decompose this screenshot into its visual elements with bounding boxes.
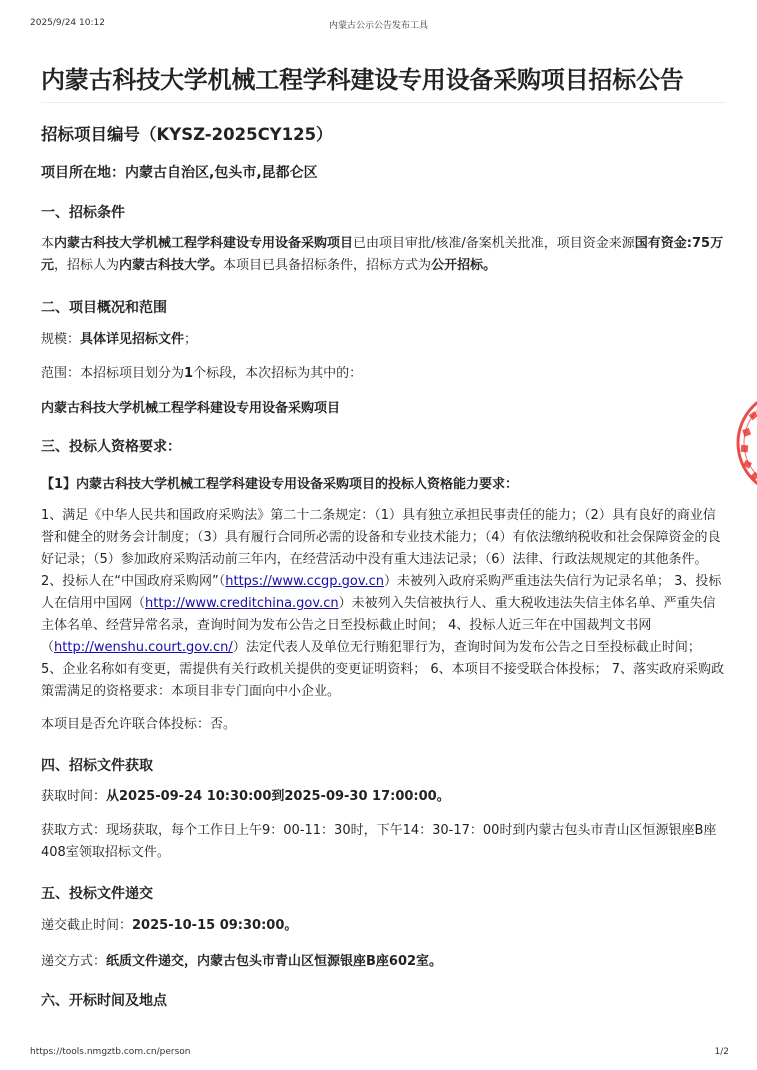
lot-count: 1 [184, 366, 194, 381]
acquisition-time [41, 786, 726, 808]
project-location: 项目所在地：内蒙古自治区,包头市,昆都仑区 [41, 165, 318, 181]
text-run: 本项目已具备招标条件，招标方式为 [223, 258, 432, 273]
text-run: 本 [41, 236, 55, 251]
section-heading-bid-opening: 六、开标时间及地点 [41, 993, 167, 1009]
bidding-conditions-text [41, 233, 726, 277]
creditchina-link[interactable]: http://www.creditchina.gov.cn [145, 596, 339, 611]
text-run: 1、满足《中华人民共和国政府采购法》第二十二条规定：（1）具有独立承担民事责任的能力；（2）具有良好的商业信誉和健全的财务会计制度；（3）具有履行合同所必需的设备和专业技术能力；（4）有依法缴纳税收和社会保障资金的良好记录；（5）参加政府采购活动前三年内，在经营活动中没有重大违法记录；（6）法律、行政法规规定的其他条件。 2、投标人在“中国政府采购网”（ [41, 508, 721, 589]
qualification-subheading: 【1】内蒙古科技大学机械工程学科建设专用设备采购项目的投标人资格能力要求： [41, 477, 519, 492]
section-heading-bidding-conditions: 一、招标条件 [41, 205, 125, 221]
deadline-value: 2025-10-15 09:30:00。 [132, 918, 298, 933]
deadline-label: 递交截止时间： [41, 918, 133, 933]
submission-method [41, 951, 726, 973]
announcement-title: 内蒙古科技大学机械工程学科建设专用设备采购项目招标公告 [41, 60, 726, 103]
submission-method-value: 纸质文件递交，内蒙古包头市青山区恒源银座B座602室。 [106, 954, 443, 969]
text-run: ）未被列入政府采购严重违法失信行为记录名单； 3、投标人在信用中国网（ [41, 574, 722, 611]
acquisition-method: 获取方式：现场获取，每个工作日上午9：00-11：30时，下午14：30-17：00时到内蒙古包头市青山区恒源银座B座408室领取招标文件。 [41, 823, 717, 860]
section-heading-project-overview: 二、项目概况和范围 [41, 300, 167, 316]
text-run: 已由项目审批/核准/备案机关批准，项目资金来源 [353, 236, 635, 251]
project-name-bold: 内蒙古科技大学机械工程学科建设专用设备采购项目 [54, 236, 354, 251]
ccgp-link[interactable]: https://www.ccgp.gov.cn [225, 574, 385, 589]
project-range [41, 363, 726, 385]
text-run: ）法定代表人及单位无行贿犯罪行为，查询时间为发布公告之日至投标截止时间； 5、企业名称如有变更，需提供有关行政机关提供的变更证明资料； 6、本项目不接受联合体投标； 7、落实政府采购政策需满足的资格要求：本项目非专门面向中小企业。 [41, 640, 725, 699]
submission-method-label: 递交方式： [41, 954, 107, 969]
text-run: ； [184, 332, 198, 347]
text-run: 个标段，本次招标为其中的： [193, 366, 363, 381]
fund-source-bold: 国有资金:75万元 [41, 236, 724, 273]
page-number: 1/2 [714, 1047, 729, 1057]
section-heading-document-acquisition: 四、招标文件获取 [41, 758, 153, 774]
text-run: ）未被列入失信被执行人、重大税收违法失信主体名单、严重失信主体名单、经营异常名录，查询时间为发布公告之日至投标截止时间； 4、投标人近三年在中国裁判文书网（ [41, 596, 716, 655]
scale-value: 具体详见招标文件 [80, 332, 185, 347]
section-heading-bid-submission: 五、投标文件递交 [41, 886, 153, 902]
text-run: ，招标人为 [54, 258, 120, 273]
print-datetime: 2025/9/24 10:12 [30, 18, 105, 28]
tenderer-bold: 内蒙古科技大学。 [119, 258, 224, 273]
print-header [30, 18, 727, 32]
official-seal-stamp [732, 385, 757, 505]
joint-bidding-note: 本项目是否允许联合体投标：否。 [41, 717, 237, 732]
qualification-requirements [41, 505, 726, 703]
bidding-method-bold: 公开招标。 [431, 258, 497, 273]
scale-label: 规模： [41, 332, 81, 347]
submission-deadline [41, 915, 726, 937]
print-page-title: 内蒙古公示公告发布工具 [328, 21, 428, 31]
wenshu-link[interactable]: http://wenshu.court.gov.cn/ [54, 640, 233, 655]
announcement-content [41, 60, 726, 1012]
project-number: 招标项目编号（KYSZ-2025CY125） [41, 125, 333, 144]
print-url: https://tools.nmgztb.com.cn/person [30, 1047, 191, 1057]
section-heading-qualifications: 三、投标人资格要求： [41, 439, 181, 455]
text-run: 范围：本招标项目划分为 [41, 366, 185, 381]
acquisition-time-value: 从2025-09-24 10:30:00到2025-09-30 17:00:00。 [106, 789, 450, 804]
lot-project-name: 内蒙古科技大学机械工程学科建设专用设备采购项目 [41, 401, 341, 416]
acquisition-time-label: 获取时间： [41, 789, 107, 804]
project-scale [41, 329, 726, 351]
print-footer [30, 1047, 729, 1061]
seal-graphic [732, 385, 757, 505]
